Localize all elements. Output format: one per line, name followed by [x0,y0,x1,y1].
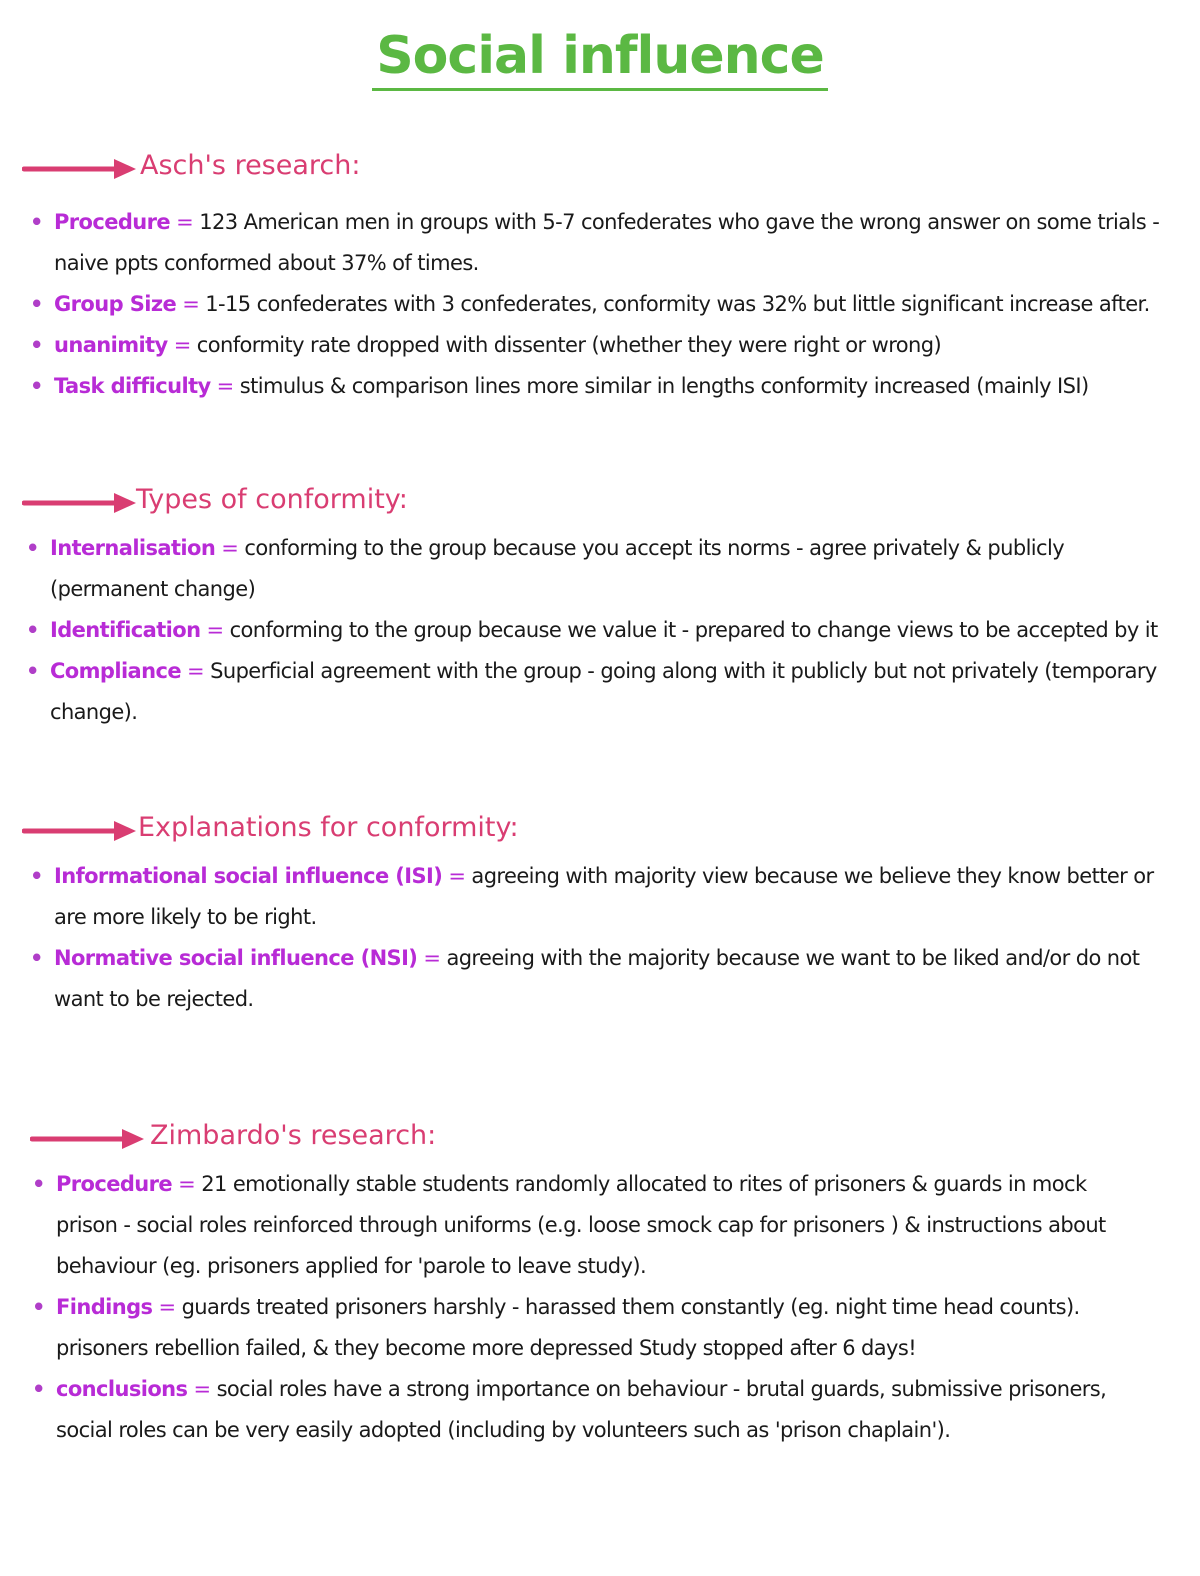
term-label: unanimity [54,333,168,357]
term-label: Normative social influence (NSI) [54,946,418,970]
item-text: agreeing with majority view because we believe they know better or are more likely to be right. [54,864,1154,929]
item-text: Superficial agreement with the group - going along with it publicly but not privately (temporary change). [50,659,1157,724]
list-item: • unanimity = conformity rate dropped with dissenter (whether they were right or wrong) [54,325,1164,366]
list-item: • Findings = guards treated prisoners harshly - harassed them constantly (eg. night time head counts). prisoners rebellion failed, & they become more depressed Study stopped after 6 days! [32,1287,1152,1369]
bullet-icon: • [30,374,43,398]
term-label: Internalisation [50,536,216,560]
item-text: conforming to the group because you accept its norms - agree privately & publicly (permanent change) [50,536,1065,601]
right-arrow-icon [22,818,138,844]
section-explanations-for-conformity [0,812,1200,1020]
term-label: Informational social influence (ISI) [54,864,443,888]
right-arrow-icon [22,156,138,182]
section-heading: Asch's research: [140,150,361,181]
section-heading-row [0,150,1200,190]
section-heading: Zimbardo's research: [150,1120,437,1151]
list-item: • Procedure = 21 emotionally stable students randomly allocated to rites of prisoners & guards in mock prison - social roles reinforced through uniforms (e.g. loose smock cap for prisoners ) & instructions about behaviour (eg. prisoners applied for 'parole to leave study). [32,1164,1152,1287]
section-zimbardo-research [0,1120,1200,1451]
list-item: • Identification = conforming to the group because we value it - prepared to change views to be accepted by it [50,610,1160,651]
list-item: • Task difficulty = stimulus & comparison lines more similar in lengths conformity increased (mainly ISI) [54,366,1164,407]
section-heading-row [0,812,1200,852]
bullet-icon: • [26,618,39,642]
section-types-of-conformity [0,484,1200,733]
page-title [0,26,1200,91]
list-item: • Group Size = 1-15 confederates with 3 confederates, conformity was 32% but little significant increase after. [54,284,1164,325]
term-label: Procedure [54,210,171,234]
term-label: Procedure [56,1172,173,1196]
bullet-icon: • [30,946,43,970]
bullet-list [30,856,1154,1020]
item-text: agreeing with the majority because we want to be liked and/or do not want to be rejected. [54,946,1140,1011]
term-label: Compliance [50,659,181,683]
term-label: Identification [50,618,201,642]
bullet-icon: • [32,1377,45,1401]
list-item: • conclusions = social roles have a strong importance on behaviour - brutal guards, submissive prisoners, social roles can be very easily adopted (including by volunteers such as 'prison chaplain'). [32,1369,1152,1451]
bullet-icon: • [26,659,39,683]
item-text: stimulus & comparison lines more similar in lengths conformity increased (mainly ISI) [239,374,1089,398]
item-text: 21 emotionally stable students randomly allocated to rites of prisoners & guards in mock prison - social roles reinforced through uniforms (e.g. loose smock cap for prisoners ) & instructions about behaviour (eg. prisoners applied for 'parole to leave study). [56,1172,1106,1278]
section-heading: Explanations for conformity: [138,812,519,843]
bullet-list [30,202,1164,407]
term-label: Group Size [54,292,177,316]
bullet-icon: • [30,333,43,357]
list-item: • Compliance = Superficial agreement with the group - going along with it publicly but not privately (temporary change). [50,651,1160,733]
list-item: • Normative social influence (NSI) = agreeing with the majority because we want to be liked and/or do not want to be rejected. [54,938,1154,1020]
term-label: Findings [56,1295,153,1319]
list-item: • Procedure = 123 American men in groups with 5-7 confederates who gave the wrong answer on some trials - naive ppts conformed about 37% of times. [54,202,1164,284]
section-heading-row [0,484,1200,524]
item-text: guards treated prisoners harshly - harassed them constantly (eg. night time head counts). prisoners rebellion failed, & they become more depressed Study stopped after 6 days! [56,1295,1080,1360]
item-text: conformity rate dropped with dissenter (whether they were right or wrong) [196,333,942,357]
item-text: 123 American men in groups with 5-7 confederates who gave the wrong answer on some trials - naive ppts conformed about 37% of times. [54,210,1160,275]
bullet-icon: • [30,292,43,316]
bullet-icon: • [30,210,43,234]
term-label: Task difficulty [54,374,211,398]
item-text: 1-15 confederates with 3 confederates, conformity was 32% but little significant increase after. [205,292,1150,316]
bullet-icon: • [32,1172,45,1196]
bullet-icon: • [32,1295,45,1319]
item-text: conforming to the group because we value it - prepared to change views to be accepted by it [229,618,1158,642]
section-asch-research [0,150,1200,407]
term-label: conclusions [56,1377,188,1401]
bullet-icon: • [26,536,39,560]
right-arrow-icon [30,1126,146,1152]
bullet-list [26,528,1160,733]
page-title-text: Social influence [372,26,828,91]
item-text: social roles have a strong importance on behaviour - brutal guards, submissive prisoners, social roles can be very easily adopted (including by volunteers such as 'prison chaplain'). [56,1377,1107,1442]
bullet-list [32,1164,1152,1451]
right-arrow-icon [22,490,138,516]
list-item: • Internalisation = conforming to the group because you accept its norms - agree privately & publicly (permanent change) [50,528,1160,610]
section-heading-row [0,1120,1200,1160]
bullet-icon: • [30,864,43,888]
list-item: • Informational social influence (ISI) = agreeing with majority view because we believe they know better or are more likely to be right. [54,856,1154,938]
section-heading: Types of conformity: [136,484,408,515]
